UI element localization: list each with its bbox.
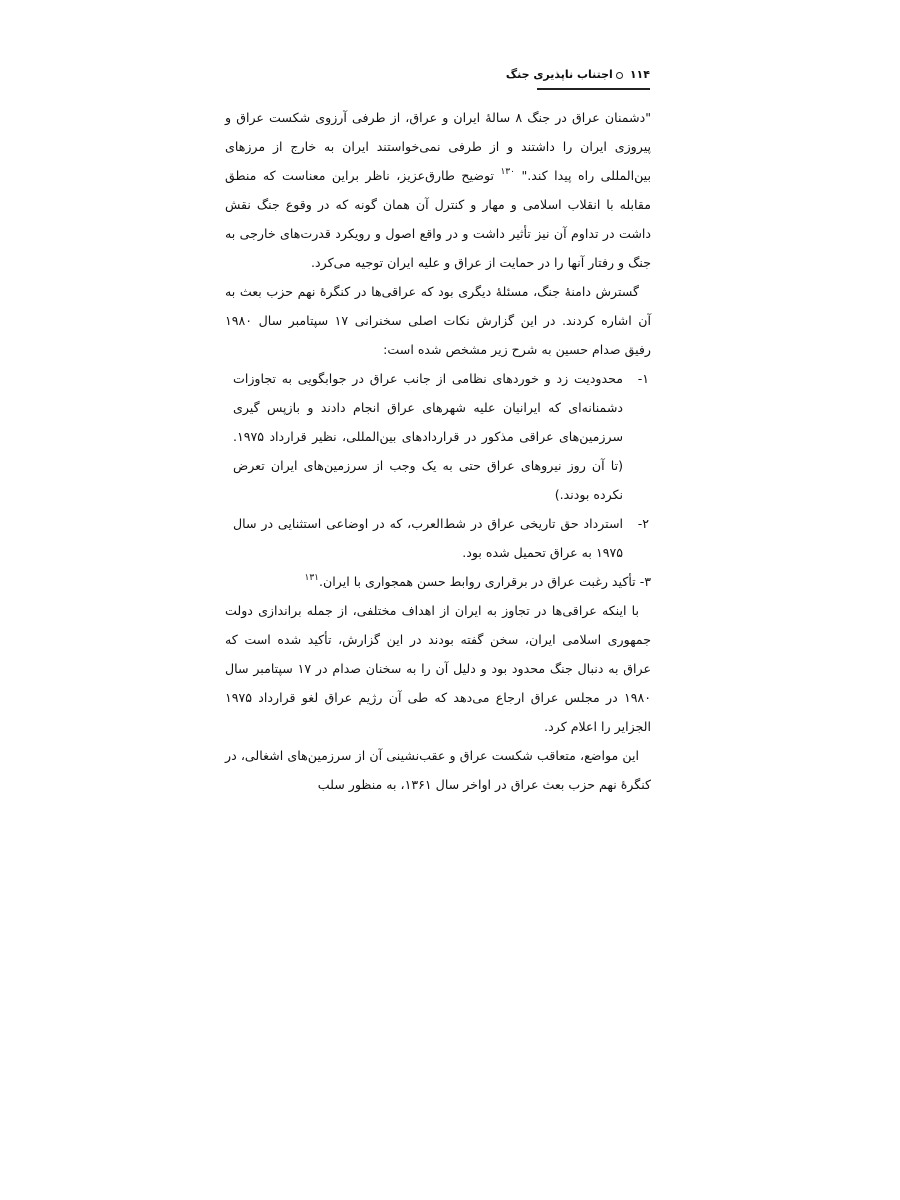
list-item-3: ۳- تأکید رغبت عراق در برقراری روابط حسن همجواری با ایران.$^{۱۳۱}$ [304, 573, 651, 589]
paragraph-4: این مواضع، متعاقب شکست عراق و عقب‌نشینی آن از سرزمین‌های اشغالی، در کنگرهٔ نهم حزب بعث عراق در اواخر سال ۱۳۶۱، به منظور سلب [225, 748, 651, 792]
footnote-ref-130: ۱۳۰ [500, 167, 515, 177]
list-marker-2: ۲- [637, 516, 649, 531]
list-marker-3: ۳- [639, 574, 651, 589]
paragraph-1: "دشمنان عراق در جنگ ۸ سالهٔ ایران و عراق، از طرفی آرزوی شکست عراق و پیروزی ایران را داشتند و از طرفی نمی‌خواستند ایران به خارج از مرزهای بین‌المللی راه پیدا کند." $^{۱۳۰}$ توضیح طارق‌عزیز، ناظر براین معناست که منطق مقابله با انقلاب اسلامی و مهار و کنترل آن همان گونه که در وقوع جنگ نقش داشت در تداوم آن نیز تأثیر داشت و در واقع اصول و رویکرد قدرت‌های خارجی به جنگ و رفتار آنها را در حمایت از عراق و علیه ایران توجیه می‌کرد. [225, 110, 652, 270]
list-marker-1: ۱- [637, 371, 649, 386]
list-item-2-text: استرداد حق تاریخی عراق در شط‌العرب، که در اوضاعی استثنایی در سال ۱۹۷۵ به عراق تحمیل شده بود. [233, 516, 623, 560]
list-item-1-text: محدودیت زد و خوردهای نظامی از جانب عراق در جوابگویی به تجاوزات دشمنانه‌ای که ایرانیان علیه شهرهای عراق انجام دادند و بازپس گیری سرزمین‌های عراقی مذکور در قراردادهای بین‌المللی، نظیر قرارداد ۱۹۷۵. (تا آن روز نیروهای عراق حتی به یک وجب از سرزمین‌های ایران تعرض نکرده بودند.) [233, 371, 623, 502]
paragraph-3: با اینکه عراقی‌ها در تجاوز به ایران از اهداف مختلفی، از جمله براندازی دولت جمهوری اسلامی ایران، سخن گفته بودند در این گزارش، تأکید شده است که عراق به دنبال جنگ محدود بود و دلیل آن را به سخنان صدام در ۱۷ سپتامبر سال ۱۹۸۰ در مجلس عراق ارجاع می‌دهد که طی آن رژیم عراق لغو قرارداد ۱۹۷۵ الجزایر را اعلام کرد. [225, 603, 652, 734]
list-item-2 [225, 509, 651, 567]
separator-circle-icon [616, 72, 623, 79]
footnote-ref-131: ۱۳۱ [304, 573, 319, 583]
paragraph-2: گسترش دامنهٔ جنگ، مسئلهٔ دیگری بود که عراقی‌ها در کنگرهٔ نهم حزب بعث به آن اشاره کردند. در این گزارش نکات اصلی سخنرانی ۱۷ سپتامبر سال ۱۹۸۰ رفیق صدام حسین به شرح زیر مشخص شده است: [225, 284, 651, 357]
body-text [225, 103, 652, 792]
list-item-1 [225, 364, 651, 509]
page-number: ۱۱۴ [629, 68, 650, 81]
running-title: اجتناب ناپذیری جنگ [505, 68, 613, 81]
running-header [505, 66, 650, 90]
